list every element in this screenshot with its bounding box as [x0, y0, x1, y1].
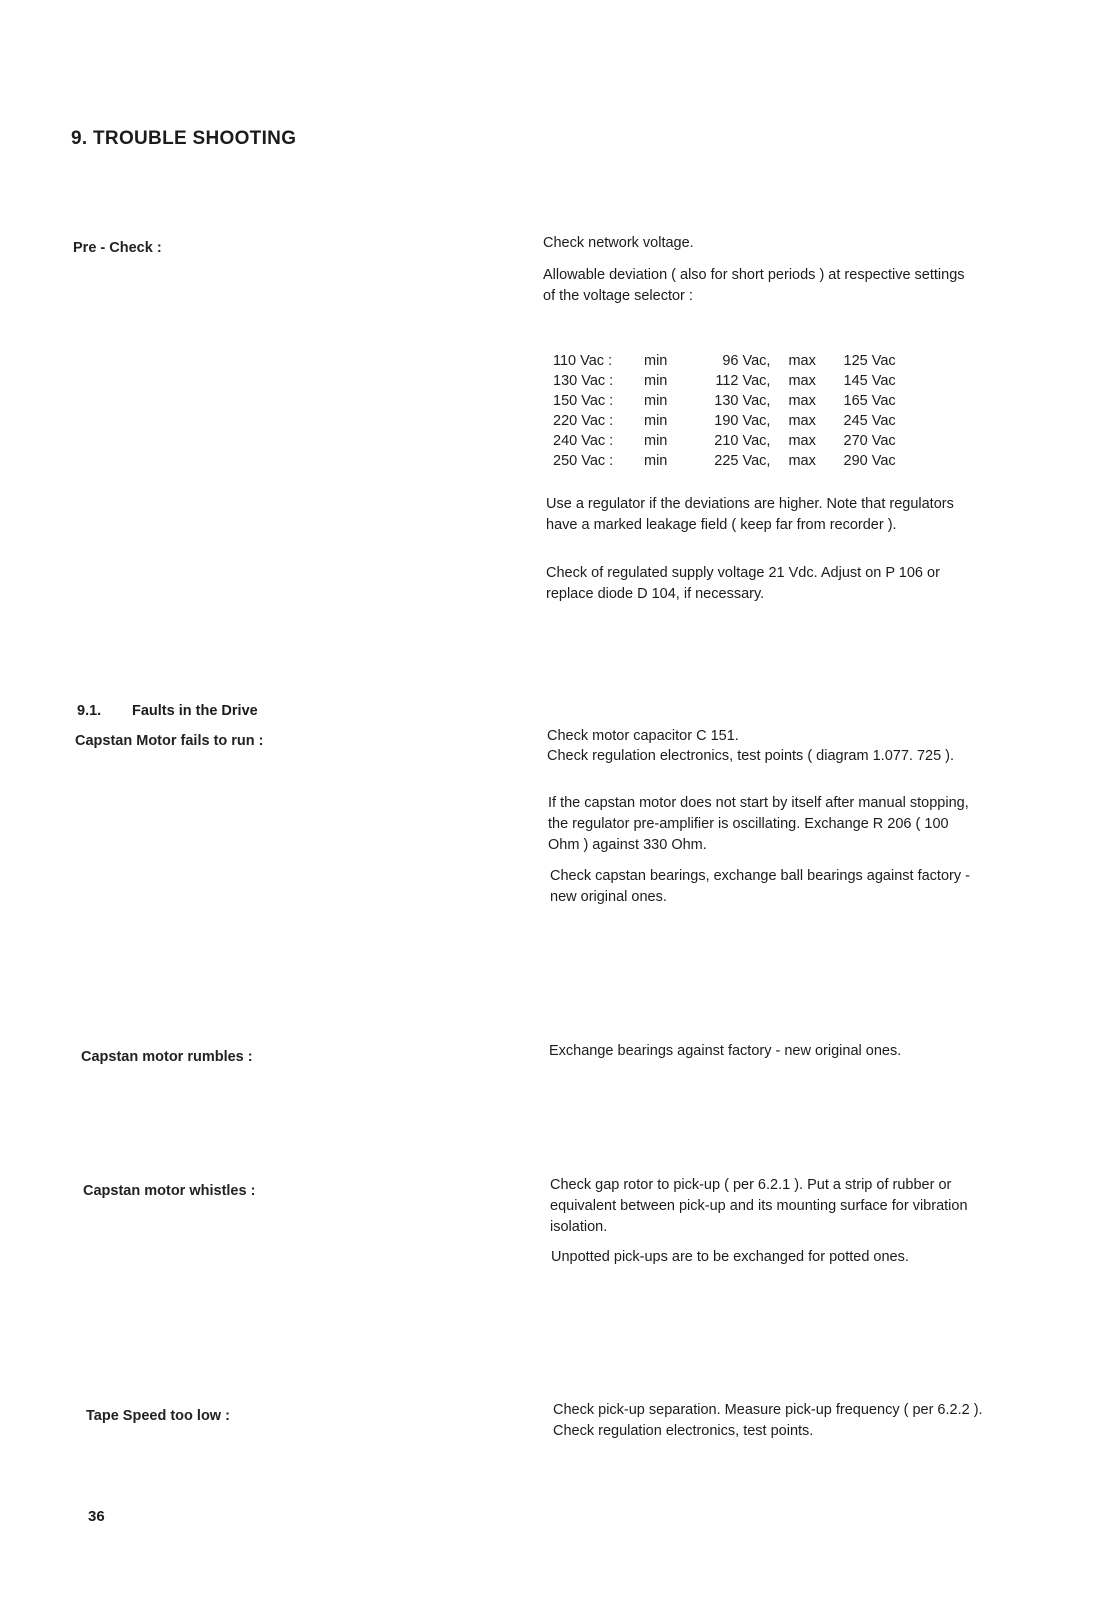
voltage-row: [553, 371, 913, 391]
max-value: 145 Vac: [843, 373, 896, 389]
capstan-whistles-label: Capstan motor whistles :: [83, 1183, 256, 1199]
voltage-row: [553, 451, 913, 471]
tape-speed-label: Tape Speed too low :: [86, 1408, 230, 1424]
page-title: 9. TROUBLE SHOOTING: [71, 128, 297, 149]
voltage-row: [553, 391, 913, 411]
voltage-table: [553, 351, 913, 471]
voltage-row: [553, 351, 913, 371]
max-label: max: [788, 433, 816, 449]
voltage-setting: 130 Vac :: [553, 373, 614, 389]
voltage-setting: 250 Vac :: [553, 453, 614, 469]
max-value: 165 Vac: [843, 393, 896, 409]
section-heading: Faults in the Drive: [132, 703, 258, 719]
min-value: 210 Vac,: [714, 433, 771, 449]
voltage-setting: 110 Vac :: [553, 353, 613, 369]
min-label: min: [643, 413, 668, 429]
capstan-fails-oscillating: If the capstan motor does not start by itself after manual stopping, the regulator pre-amplifier is oscillating. Exchange R 206 ( 100 Ohm ) against 330 Ohm.: [548, 795, 969, 853]
min-value: 112 Vac,: [715, 373, 771, 389]
voltage-row: [553, 411, 913, 431]
voltage-setting: 240 Vac :: [553, 433, 614, 449]
voltage-setting: 150 Vac :: [553, 393, 614, 409]
max-label: max: [788, 393, 816, 409]
voltage-setting: 220 Vac :: [553, 413, 614, 429]
tape-speed-check: Check pick-up separation. Measure pick-up frequency ( per 6.2.2 ). Check regulation electronics, test points.: [553, 1402, 983, 1439]
precheck-allowable-deviation: Allowable deviation ( also for short periods ) at respective settings of the voltage selector :: [543, 267, 965, 304]
voltage-row: [553, 431, 913, 451]
max-value: 245 Vac: [843, 413, 896, 429]
max-value: 125 Vac: [843, 353, 896, 369]
max-value: 290 Vac: [843, 453, 896, 469]
min-label: min: [643, 433, 668, 449]
max-label: max: [788, 453, 816, 469]
precheck-label: Pre - Check :: [73, 240, 162, 256]
min-value: 96 Vac,: [722, 353, 771, 369]
min-value: 190 Vac,: [714, 413, 771, 429]
min-label: min: [643, 353, 668, 369]
precheck-regulator-note: Use a regulator if the deviations are higher. Note that regulators have a marked leakage field ( keep far from recorder ).: [546, 496, 954, 533]
max-label: max: [788, 373, 816, 389]
page-number: 36: [88, 1508, 105, 1525]
max-value: 270 Vac: [843, 433, 896, 449]
min-label: min: [643, 373, 668, 389]
min-value: 130 Vac,: [714, 393, 771, 409]
capstan-rumbles-label: Capstan motor rumbles :: [81, 1049, 253, 1065]
capstan-fails-bearings: Check capstan bearings, exchange ball bearings against factory - new original ones.: [550, 868, 970, 905]
capstan-fails-capacitor: Check motor capacitor C 151.: [547, 728, 739, 744]
capstan-fails-regulation: Check regulation electronics, test points ( diagram 1.077. 725 ).: [547, 748, 955, 764]
capstan-rumbles-exchange: Exchange bearings against factory - new original ones.: [549, 1043, 902, 1059]
precheck-network-voltage: Check network voltage.: [543, 235, 694, 251]
capstan-fails-label: Capstan Motor fails to run :: [75, 733, 264, 749]
max-label: max: [788, 353, 816, 369]
capstan-whistles-gap: Check gap rotor to pick-up ( per 6.2.1 ). Put a strip of rubber or equivalent between pick-up and its mounting surface for vibration isolation.: [550, 1177, 968, 1235]
capstan-whistles-pickups: Unpotted pick-ups are to be exchanged for potted ones.: [551, 1249, 909, 1265]
min-label: min: [643, 453, 668, 469]
precheck-supply-voltage: Check of regulated supply voltage 21 Vdc. Adjust on P 106 or replace diode D 104, if necessary.: [546, 565, 940, 602]
max-label: max: [788, 413, 816, 429]
min-label: min: [643, 393, 668, 409]
section-number: 9.1.: [77, 703, 102, 719]
min-value: 225 Vac,: [714, 453, 771, 469]
